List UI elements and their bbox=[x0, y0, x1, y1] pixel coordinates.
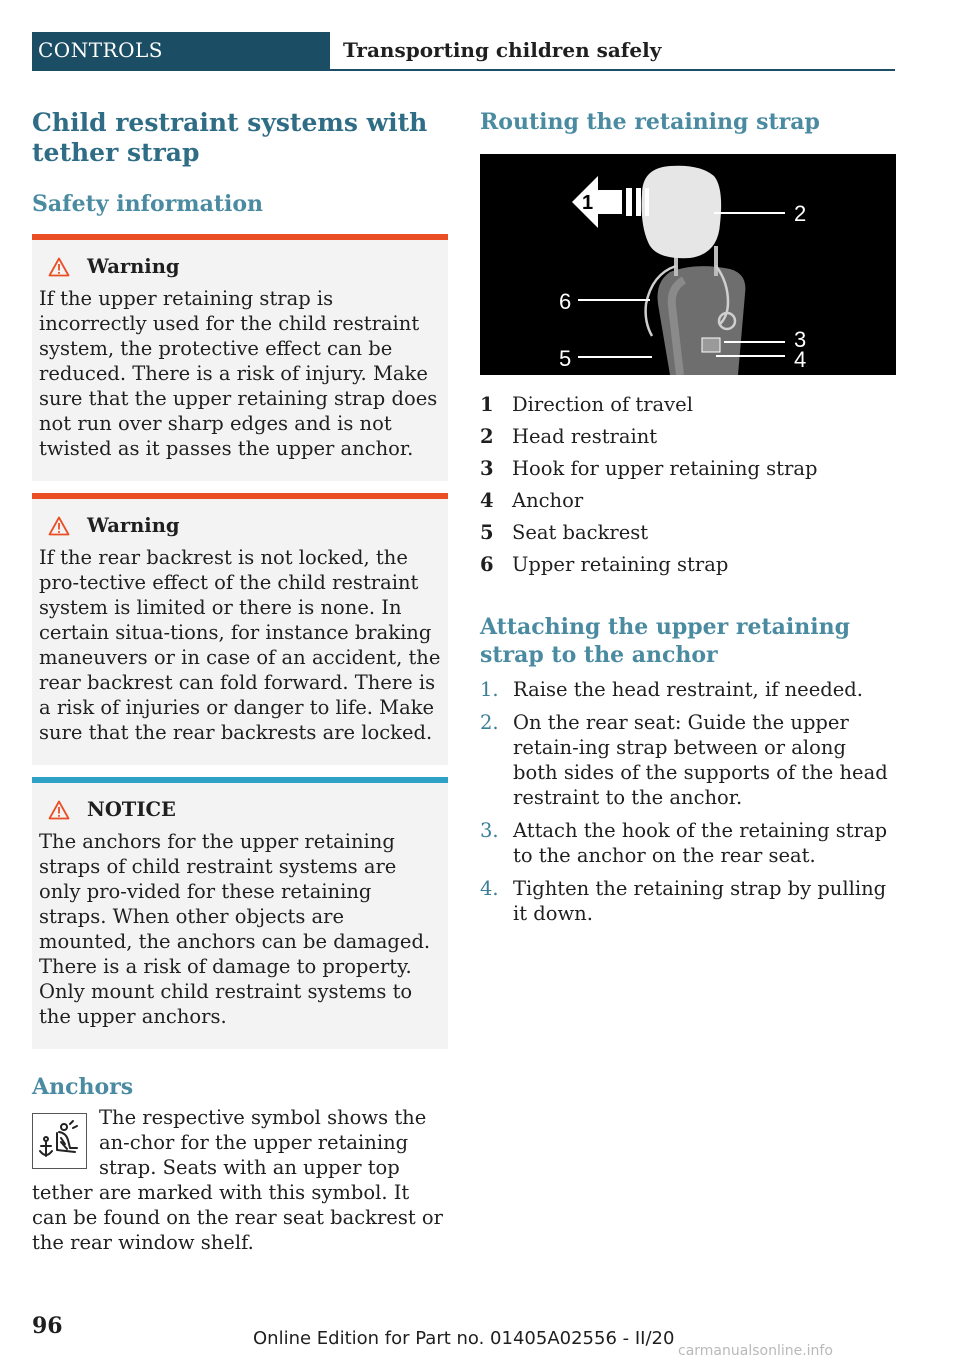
notice-title bbox=[39, 797, 441, 823]
page-header bbox=[32, 32, 895, 72]
figure-label-6: 6 bbox=[559, 289, 572, 314]
warning-box-1 bbox=[32, 234, 448, 481]
legend-label: Direction of travel bbox=[512, 393, 693, 416]
page-number: 96 bbox=[32, 1313, 63, 1339]
step-number: 4. bbox=[480, 877, 499, 900]
warning-triangle-icon bbox=[48, 516, 70, 536]
legend-item bbox=[480, 389, 896, 421]
attach-heading: Attaching the upper retaining strap to the anchor bbox=[480, 614, 850, 668]
warning-text: If the upper retaining strap is incorrectly used for the child restraint system, the protective effect can be reduced. There is a risk of injury. Make sure that the upper retaining strap does not run over sharp edges and is not twisted as it passes the upper anchor. bbox=[39, 287, 438, 460]
step-text: Attach the hook of the retaining strap to the anchor on the rear seat. bbox=[513, 819, 888, 867]
legend-label: Anchor bbox=[512, 489, 584, 512]
legend-label: Head restraint bbox=[512, 425, 658, 448]
legend-num: 3 bbox=[480, 457, 494, 480]
edition-footer: Online Edition for Part no. 01405A02556 - II/20 bbox=[253, 1328, 675, 1349]
step-text: Raise the head restraint, if needed. bbox=[513, 678, 863, 701]
legend-item bbox=[480, 421, 896, 453]
right-column bbox=[480, 108, 896, 934]
notice-box bbox=[32, 777, 448, 1049]
legend-num: 2 bbox=[480, 425, 494, 448]
routing-heading: Routing the retaining strap bbox=[480, 109, 820, 135]
attach-steps bbox=[480, 677, 896, 926]
left-column bbox=[32, 108, 448, 1255]
step-text: On the rear seat: Guide the upper retain-ing strap between or along both sides of the supports of the head restraint to the anchor. bbox=[513, 711, 888, 809]
list-item bbox=[480, 876, 896, 926]
section-label: CONTROLS bbox=[32, 32, 330, 71]
warning-triangle-icon bbox=[48, 800, 70, 820]
list-item bbox=[480, 818, 896, 868]
warning-title-text: Warning bbox=[87, 514, 180, 537]
main-heading: Child restraint systems with tether strap bbox=[32, 108, 428, 167]
legend-item bbox=[480, 485, 896, 517]
legend-label: Hook for upper retaining strap bbox=[512, 457, 818, 480]
warning-title bbox=[39, 513, 441, 539]
legend-item bbox=[480, 517, 896, 549]
warning-title bbox=[39, 254, 441, 280]
figure-label-1: 1 bbox=[582, 192, 594, 214]
step-number: 1. bbox=[480, 678, 499, 701]
list-item bbox=[480, 710, 896, 810]
routing-diagram bbox=[480, 154, 896, 375]
chapter-title: Transporting children safely bbox=[330, 32, 895, 71]
anchors-text: The respective symbol shows the an-chor for the upper retaining strap. Seats with an upper top tether are marked with this symbol. It can be found on the rear seat backrest or the rear window shelf. bbox=[32, 1106, 443, 1254]
warning-text: If the rear backrest is not locked, the pro-tective effect of the child restraint system is limited or there is none. In certain situa-tions, for instance braking maneuvers or in case of an accident, the rear backrest can fold forward. There is a risk of injuries or danger to life. Make sure that the rear backrests are locked. bbox=[39, 546, 441, 744]
legend-label: Seat backrest bbox=[512, 521, 649, 544]
notice-text: The anchors for the upper retaining straps of child restraint systems are only pro-vided for these retaining straps. When other objects are mounted, the anchors can be damaged. There is a risk of damage to property. Only mount child restraint systems to the upper anchors. bbox=[39, 830, 431, 1028]
warning-title-text: Warning bbox=[87, 255, 180, 278]
anchors-section bbox=[32, 1105, 448, 1255]
legend-item bbox=[480, 453, 896, 485]
figure-label-4: 4 bbox=[794, 347, 807, 372]
figure-label-5: 5 bbox=[559, 346, 572, 371]
figure-label-2: 2 bbox=[794, 201, 807, 226]
head-restraint-figure bbox=[480, 154, 896, 375]
safety-heading: Safety information bbox=[32, 191, 264, 217]
notice-title-text: NOTICE bbox=[87, 798, 176, 821]
step-number: 2. bbox=[480, 711, 499, 734]
legend-num: 1 bbox=[480, 393, 494, 416]
step-number: 3. bbox=[480, 819, 499, 842]
legend-item bbox=[480, 549, 896, 581]
legend-num: 5 bbox=[480, 521, 494, 544]
warning-box-2 bbox=[32, 493, 448, 765]
step-text: Tighten the retaining strap by pulling it down. bbox=[513, 877, 887, 925]
legend-num: 6 bbox=[480, 553, 494, 576]
figure-label-3: 3 bbox=[794, 327, 807, 352]
legend-num: 4 bbox=[480, 489, 494, 512]
legend-label: Upper retaining strap bbox=[512, 553, 729, 576]
warning-triangle-icon bbox=[48, 257, 70, 277]
anchors-heading: Anchors bbox=[32, 1074, 134, 1100]
list-item bbox=[480, 677, 896, 702]
figure-legend bbox=[480, 389, 896, 581]
watermark: carmanualsonline.info bbox=[678, 1343, 833, 1359]
child-seat-anchor-icon bbox=[32, 1113, 87, 1169]
